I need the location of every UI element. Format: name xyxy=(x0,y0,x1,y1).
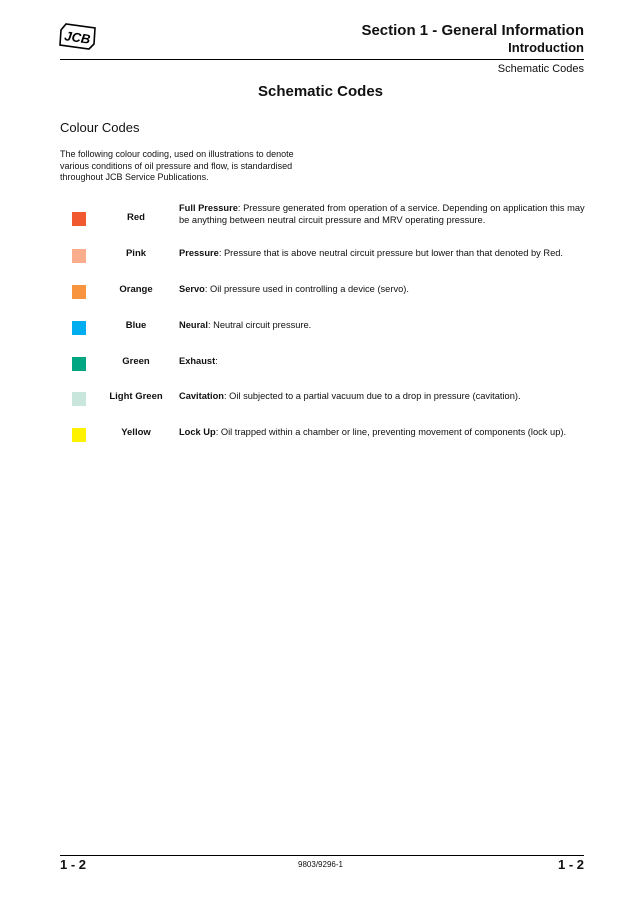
colour-name: Orange xyxy=(119,284,153,295)
colour-term: Servo xyxy=(179,284,205,294)
colour-description xyxy=(179,355,589,367)
intro-paragraph: The following colour coding, used on illustrations to denote various conditions of oil pressure and flow, is standardised throughout JCB Service Publications. xyxy=(60,149,294,182)
colour-description xyxy=(179,202,589,226)
colour-name: Pink xyxy=(125,248,147,259)
colour-description-text: : Oil trapped within a chamber or line, preventing movement of components (lock up). xyxy=(215,427,567,437)
header-divider xyxy=(60,59,584,60)
page-number-left: 1 - 2 xyxy=(60,857,87,872)
colour-swatch xyxy=(72,285,86,299)
colour-swatch xyxy=(72,249,86,263)
colour-swatch xyxy=(72,212,86,226)
colour-swatch xyxy=(72,321,86,335)
footer-divider xyxy=(60,855,584,856)
colour-description-text: : Pressure generated from operation of a service. Depending on application this may be anything between neutral circuit pressure and MRV operating pressure. xyxy=(179,203,585,225)
logo-text: JCB xyxy=(63,28,92,47)
colour-swatch xyxy=(72,392,86,406)
colour-name: Blue xyxy=(125,320,147,331)
colour-description xyxy=(179,247,589,259)
colour-term: Lock Up xyxy=(179,427,216,437)
colour-description-text: : Oil subjected to a partial vacuum due to a drop in pressure (cavitation). xyxy=(223,391,521,401)
page-number-right: 1 - 2 xyxy=(557,857,584,872)
colour-name: Light Green xyxy=(109,391,163,402)
colour-term: Pressure xyxy=(179,248,219,258)
colour-description-text: : Neutral circuit pressure. xyxy=(207,320,312,330)
colour-term: Full Pressure xyxy=(179,203,238,213)
page-title: Schematic Codes xyxy=(257,83,384,100)
document-number: 9803/9296-1 xyxy=(298,860,343,869)
colour-description-text: : xyxy=(215,356,218,366)
colour-description xyxy=(179,283,589,295)
colour-term: Neural xyxy=(179,320,208,330)
section-heading: Colour Codes xyxy=(60,120,140,135)
colour-name: Green xyxy=(122,356,150,367)
colour-description-text: : Pressure that is above neutral circuit pressure but lower than that denoted by Red. xyxy=(218,248,563,258)
jcb-logo xyxy=(58,22,98,50)
colour-description xyxy=(179,426,589,438)
colour-description-text: : Oil pressure used in controlling a device (servo). xyxy=(204,284,409,294)
colour-swatch xyxy=(72,428,86,442)
topic-label: Schematic Codes xyxy=(497,63,584,75)
colour-swatch xyxy=(72,357,86,371)
section-title: Section 1 - General Information xyxy=(361,22,584,39)
subsection-title: Introduction xyxy=(508,40,584,55)
colour-term: Exhaust xyxy=(179,356,216,366)
colour-term: Cavitation xyxy=(179,391,224,401)
colour-name: Red xyxy=(127,212,145,223)
colour-name: Yellow xyxy=(121,427,151,438)
colour-description xyxy=(179,390,589,402)
colour-description xyxy=(179,319,589,331)
